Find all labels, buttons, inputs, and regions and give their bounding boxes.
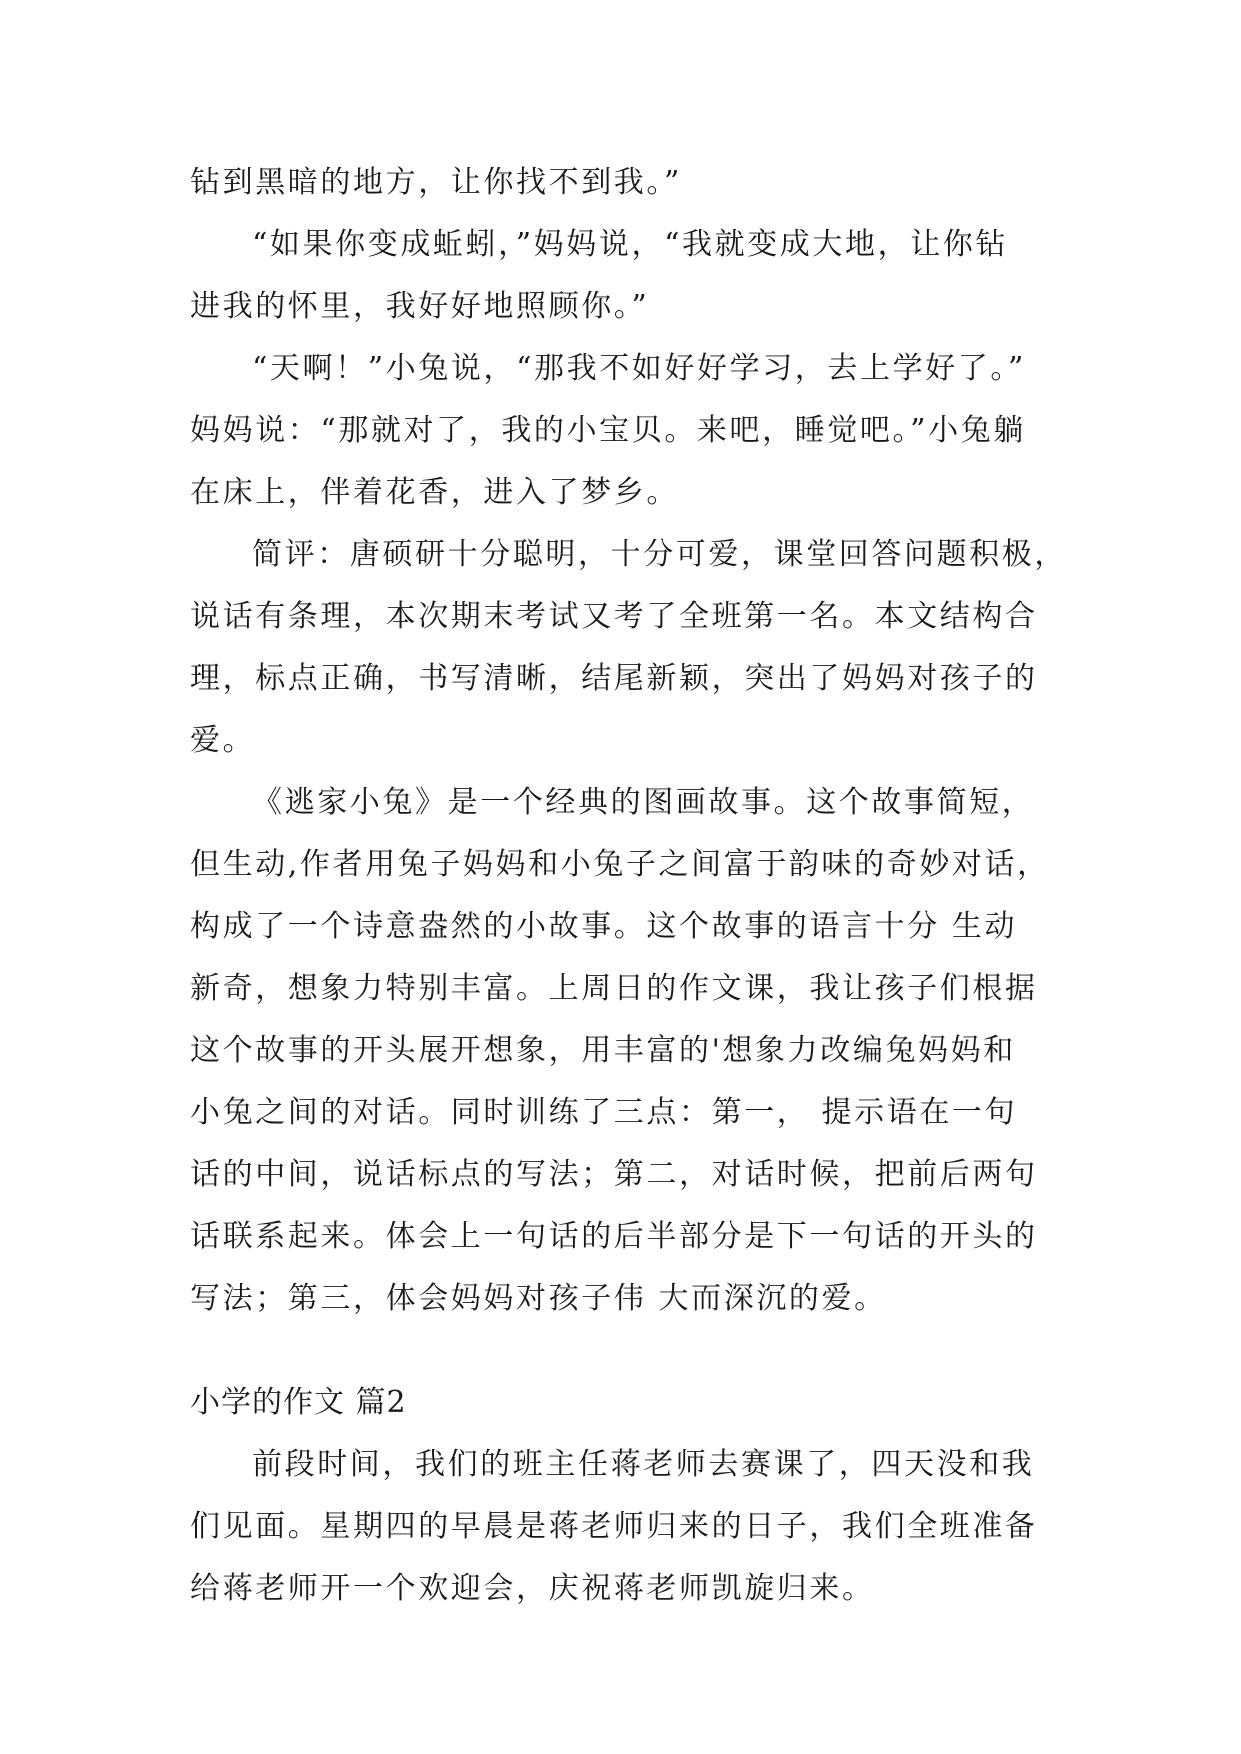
text-line: 前段时间，我们的班主任蒋老师去赛课了，四天没和我	[252, 1447, 1035, 1482]
text-line: 们见面。星期四的早晨是蒋老师归来的日子，我们全班准备	[190, 1509, 1038, 1544]
text-line: 话联系起来。体会上一句话的后半部分是下一句话的开头的	[190, 1219, 1038, 1254]
text-line: 构成了一个诗意盎然的小故事。这个故事的语言十分 生动	[190, 909, 1018, 944]
text-line: 钻到黑暗的地方，让你找不到我。”	[190, 165, 682, 200]
text-line: 这个故事的开头展开想象，用丰富的'想象力改编兔妈妈和	[190, 1033, 1016, 1068]
text-line: 给蒋老师开一个欢迎会，庆祝蒋老师凯旋归来。	[190, 1571, 875, 1606]
text-line: 但生动,作者用兔子妈妈和小兔子之间富于韵味的奇妙对话，	[190, 847, 1050, 882]
text-line: “天啊！”小兔说，“那我不如好好学习，去上学好了。”	[252, 351, 1026, 386]
text-line: 《逃家小兔》是一个经典的图画故事。这个故事简短，	[252, 785, 1035, 820]
text-line: 理，标点正确，书写清晰，结尾新颖，突出了妈妈对孩子的	[190, 661, 1038, 696]
text-line: 爱。	[190, 723, 256, 758]
text-line: 妈妈说：“那就对了，我的小宝贝。来吧，睡觉吧。”小兔躺	[190, 413, 1026, 448]
text-line: 话的中间，说话标点的写法；第二，对话时候，把前后两句	[190, 1157, 1038, 1192]
section-heading: 小学的作文 篇2	[190, 1385, 407, 1420]
text-line: 简评：唐硕研十分聪明，十分可爱，课堂回答问题积极，	[252, 537, 1067, 572]
text-line: 小兔之间的对话。同时训练了三点：第一， 提示语在一句	[190, 1095, 1018, 1130]
text-line: 在床上，伴着花香，进入了梦乡。	[190, 475, 679, 510]
text-line: “如果你变成蚯蚓，”妈妈说，“我就变成大地，让你钻	[252, 227, 1009, 262]
text-line: 进我的怀里，我好好地照顾你。”	[190, 289, 650, 324]
text-line: 新奇，想象力特别丰富。上周日的作文课，我让孩子们根据	[190, 971, 1038, 1006]
text-line: 说话有条理，本次期末考试又考了全班第一名。本文结构合	[190, 599, 1038, 634]
text-line: 写法；第三，体会妈妈对孩子伟 大而深沉的爱。	[190, 1281, 887, 1316]
